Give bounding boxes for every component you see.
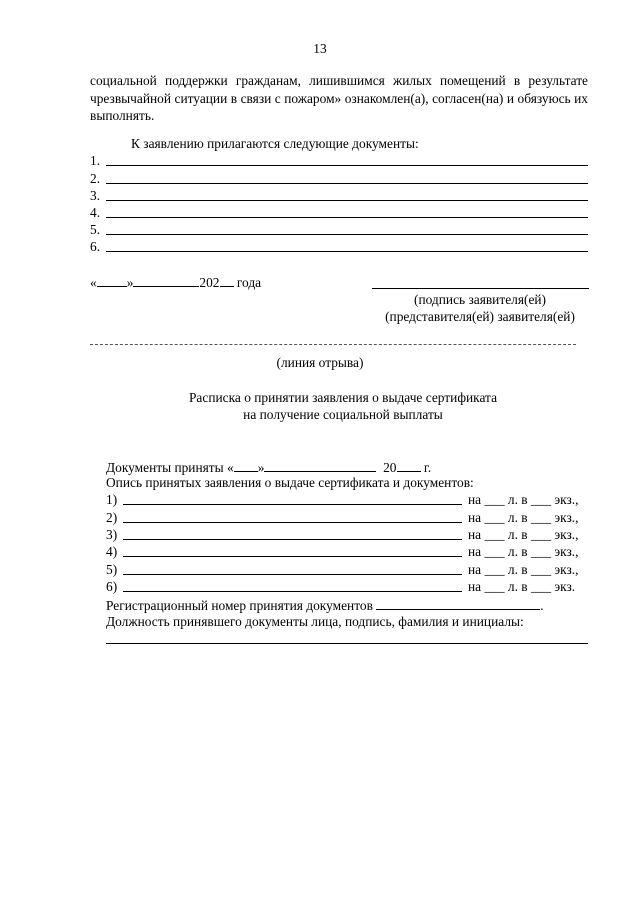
registration-number-blank[interactable] <box>376 596 540 610</box>
inventory-number: 5) <box>106 562 118 577</box>
date-close-quote: » <box>126 275 134 290</box>
date-open-quote: « <box>90 275 97 290</box>
docs-accepted-close-quote: » <box>257 460 265 475</box>
page-number: 13 <box>313 41 327 56</box>
inventory-number: 4) <box>106 544 118 559</box>
inventory-row[interactable] <box>106 526 590 543</box>
attachment-number: 2. <box>90 171 101 186</box>
registration-label: Регистрационный номер принятия документов <box>106 598 373 613</box>
attachment-number: 5. <box>90 222 101 237</box>
docs-accepted-year-suffix: г. <box>423 460 432 475</box>
intro-text: социальной поддержки гражданам, лишившимся жилых помещений в результате чрезвычайной ситуации в связи с пожаром» ознакомлен(а), согласен(на) и обязуюсь их выполнять. <box>90 73 588 123</box>
inventory-pages-copies: на ___ л. в ___ экз. <box>468 579 576 594</box>
position-signature-line[interactable] <box>106 643 588 644</box>
inventory-row[interactable] <box>106 509 590 526</box>
attachment-number: 4. <box>90 205 101 220</box>
inventory-pages-copies: на ___ л. в ___ экз., <box>468 544 579 559</box>
attachment-line[interactable] <box>90 187 588 204</box>
inventory-number: 6) <box>106 579 118 594</box>
inventory-pages-copies: на ___ л. в ___ экз., <box>468 562 579 577</box>
docs-accepted-day-blank[interactable] <box>234 458 258 472</box>
signature-caption-representative: (представителя(ей) заявителя(ей) <box>385 309 575 324</box>
inventory-pages-copies: на ___ л. в ___ экз., <box>468 510 579 525</box>
receipt-title: Расписка о принятии заявления о выдаче сертификата <box>188 390 498 405</box>
signature-line[interactable] <box>372 288 589 289</box>
receipt-subtitle: на получение социальной выплаты <box>243 407 443 422</box>
attachment-line[interactable] <box>90 170 588 187</box>
inventory-number: 2) <box>106 510 118 525</box>
attachment-number: 3. <box>90 188 101 203</box>
inventory-number: 3) <box>106 527 118 542</box>
date-line <box>90 273 261 292</box>
registration-end: . <box>540 598 544 613</box>
date-month-blank[interactable] <box>133 273 199 287</box>
attachment-line[interactable] <box>90 204 588 221</box>
attachment-number: 1. <box>90 153 101 168</box>
attachment-line[interactable] <box>90 221 588 238</box>
date-year-suffix: года <box>236 275 262 290</box>
inventory-row[interactable] <box>106 561 590 578</box>
tear-line <box>90 344 576 345</box>
inventory-pages-copies: на ___ л. в ___ экз., <box>468 492 579 507</box>
attachment-line[interactable] <box>90 238 588 255</box>
inventory-pages-copies: на ___ л. в ___ экз., <box>468 527 579 542</box>
tear-line-label: (линия отрыва) <box>276 355 364 370</box>
registration-line <box>106 596 544 615</box>
inventory-heading: Опись принятых заявления о выдаче сертификата и документов: <box>106 475 474 490</box>
inventory-row[interactable] <box>106 491 590 508</box>
signature-caption: (подпись заявителя(ей) <box>413 292 547 307</box>
docs-accepted-month-blank[interactable] <box>264 458 376 472</box>
date-day-blank[interactable] <box>97 273 127 287</box>
attachments-heading: К заявлению прилагаются следующие документы: <box>131 136 419 151</box>
attachment-number: 6. <box>90 239 101 254</box>
date-year-blank[interactable] <box>220 273 234 287</box>
docs-accepted-year-prefix: 20 <box>383 460 397 475</box>
position-label: Должность принявшего документы лица, подпись, фамилия и инициалы: <box>106 614 524 629</box>
docs-accepted-label: Документы приняты « <box>106 460 234 475</box>
inventory-row[interactable] <box>106 578 590 595</box>
inventory-row[interactable] <box>106 543 590 560</box>
attachment-line[interactable] <box>90 152 588 169</box>
docs-accepted-year-blank[interactable] <box>397 458 421 472</box>
date-year-prefix: 202 <box>199 275 220 290</box>
inventory-number: 1) <box>106 492 118 507</box>
